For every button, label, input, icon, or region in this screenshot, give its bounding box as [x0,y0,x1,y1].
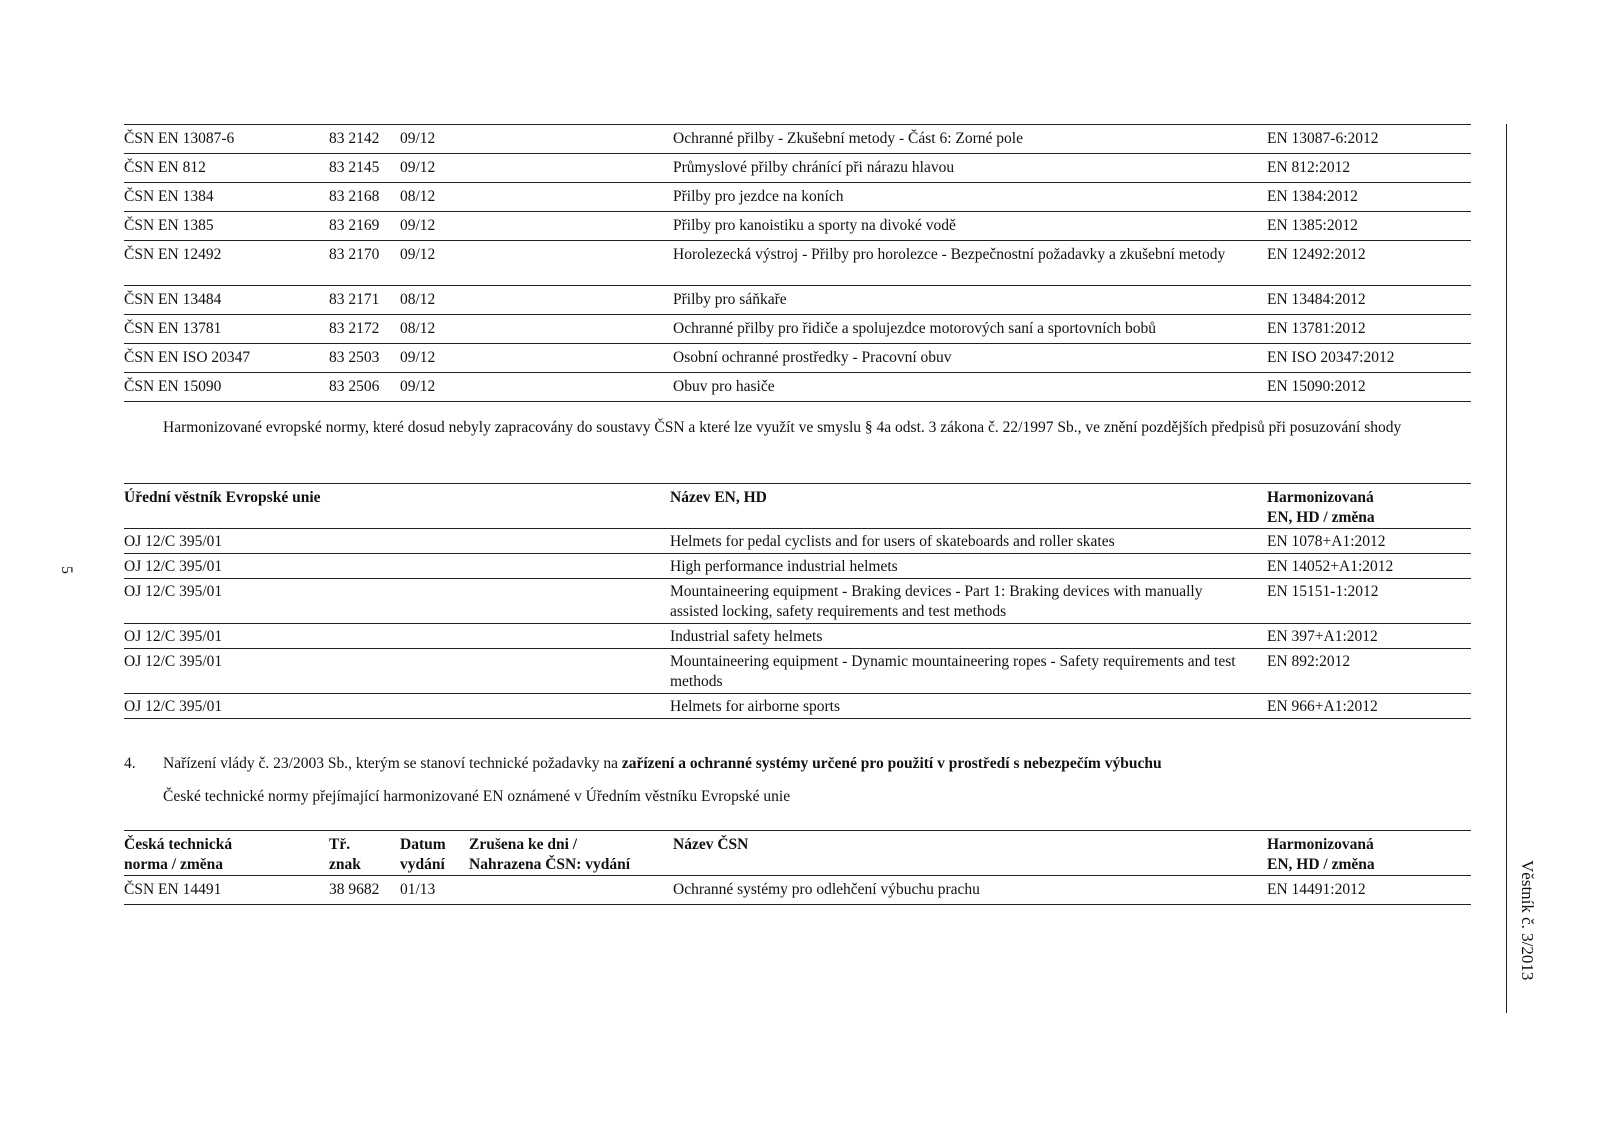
norm-cell: ČSN EN 12492 [124,246,222,263]
datum-cell: 09/12 [400,349,436,366]
table-header-row [124,484,1471,529]
header-harm-line2: EN, HD / změna [1267,509,1375,526]
datum-cell: 09/12 [400,246,436,263]
table-header-row [124,831,1471,876]
harm-cell: EN 892:2012 [1267,653,1351,670]
header-znak-line1: Tř. [329,836,351,853]
harm-cell: EN 15151-1:2012 [1267,583,1379,600]
norm-cell: ČSN EN 15090 [124,378,222,395]
harm-cell: EN 1078+A1:2012 [1267,533,1386,550]
znak-cell: 83 2171 [329,291,380,308]
norm-cell: ČSN EN 812 [124,159,206,176]
header-norm-line1: Česká technická [124,836,233,853]
section-heading-plain: Nařízení vlády č. 23/2003 Sb., kterým se stanoví technické požadavky na [163,755,622,772]
nazev-cell: Helmets for pedal cyclists and for users of skateboards and roller skates [670,533,1115,550]
harm-cell: EN ISO 20347:2012 [1267,349,1395,366]
znak-cell: 83 2506 [329,378,380,395]
harm-cell: EN 12492:2012 [1267,246,1366,263]
nazev-cell: Obuv pro hasiče [673,378,775,395]
datum-cell: 09/12 [400,130,436,147]
table-row [124,183,1471,212]
section-heading [163,754,1162,774]
datum-cell: 09/12 [400,378,436,395]
header-datum-line2: vydání [400,856,445,873]
header-nazev: Název ČSN [673,836,749,853]
header-vestnik: Úřední věstník Evropské unie [124,489,321,506]
harm-cell: EN 397+A1:2012 [1267,628,1378,645]
harm-cell: EN 966+A1:2012 [1267,698,1378,715]
harm-cell: EN 14491:2012 [1267,881,1366,898]
harm-cell: EN 13484:2012 [1267,291,1366,308]
table-row [124,694,1471,719]
nazev-cell: Helmets for airborne sports [670,698,841,715]
header-nazev: Název EN, HD [670,489,767,506]
section-subtitle: České technické normy přejímající harmonizované EN oznámené v Úředním věstníku Evropské unie [163,788,791,805]
harm-cell: EN 1384:2012 [1267,188,1358,205]
nazev-cell: Mountaineering equipment - Braking devices - Part 1: Braking devices with manually assisted locking, safety requirements and test methods [670,583,1203,620]
table3 [124,831,1471,905]
table-row [124,649,1471,694]
table-row [124,876,1471,905]
journal-label: Věstník č. 3/2013 [1518,860,1537,981]
header-harm-line1: Harmonizovaná [1267,489,1374,506]
harm-cell: EN 14052+A1:2012 [1267,558,1394,575]
norm-cell: ČSN EN 14491 [124,881,222,898]
nazev-cell: Industrial safety helmets [670,628,823,645]
harm-cell: EN 13087-6:2012 [1267,130,1379,147]
nazev-cell: Přilby pro jezdce na koních [673,188,844,205]
nazev-cell: Průmyslové přilby chránící při nárazu hlavou [673,159,955,176]
header-harm-line1: Harmonizovaná [1267,836,1374,853]
oj-cell: OJ 12/C 395/01 [124,653,223,670]
table-row [124,241,1471,286]
section-heading-bold: zařízení a ochranné systémy určené pro použití v prostředí s nebezpečím výbuchu [621,755,1162,772]
table-row [124,286,1471,315]
harm-cell: EN 812:2012 [1267,159,1351,176]
table-row [124,154,1471,183]
header-zrus-line1: Zrušena ke dni / [469,836,578,853]
table2 [124,484,1471,719]
norm-cell: ČSN EN 1385 [124,217,214,234]
table-row [124,579,1471,624]
header-datum-line1: Datum [400,836,446,853]
nazev-cell: Ochranné systémy pro odlehčení výbuchu prachu [673,881,980,898]
nazev-cell: Přilby pro kanoistiku a sporty na divoké vodě [673,217,956,234]
table-row [124,529,1471,554]
harm-cell: EN 1385:2012 [1267,217,1358,234]
datum-cell: 01/13 [400,881,436,898]
table1 [124,125,1471,402]
znak-cell: 83 2503 [329,349,380,366]
harm-cell: EN 13781:2012 [1267,320,1366,337]
znak-cell: 83 2170 [329,246,380,263]
harmonized-norms-paragraph: Harmonizované evropské normy, které dosud nebyly zapracovány do soustavy ČSN a které lze využít ve smyslu § 4a odst. 3 zákona č. 22/1997 Sb., ve znění pozdějších předpisů při posuzování shody [163,419,1402,436]
znak-cell: 83 2142 [329,130,380,147]
header-harm-line2: EN, HD / změna [1267,856,1375,873]
znak-cell: 83 2172 [329,320,380,337]
datum-cell: 08/12 [400,320,436,337]
znak-cell: 83 2168 [329,188,380,205]
oj-cell: OJ 12/C 395/01 [124,628,223,645]
nazev-cell: Horolezecká výstroj - Přilby pro horolezce - Bezpečnostní požadavky a zkušební metody [673,246,1226,263]
norm-cell: ČSN EN 13484 [124,291,222,308]
header-zrus-line2: Nahrazena ČSN: vydání [469,856,631,873]
norm-cell: ČSN EN 1384 [124,188,214,205]
oj-cell: OJ 12/C 395/01 [124,533,223,550]
table-row [124,315,1471,344]
nazev-cell: Ochranné přilby - Zkušební metody - Část 6: Zorné pole [673,130,1023,147]
oj-cell: OJ 12/C 395/01 [124,558,223,575]
table-row [124,373,1471,402]
margin-rule [1506,124,1507,1013]
norm-cell: ČSN EN ISO 20347 [124,349,251,366]
table-row [124,554,1471,579]
nazev-cell: Přilby pro sáňkaře [673,291,787,308]
datum-cell: 09/12 [400,159,436,176]
section-number: 4. [124,755,136,772]
header-znak-line2: znak [329,856,361,873]
nazev-cell: High performance industrial helmets [670,558,898,575]
znak-cell: 83 2145 [329,159,380,176]
datum-cell: 08/12 [400,291,436,308]
znak-cell: 38 9682 [329,881,380,898]
page-number: 5 [58,566,75,574]
table-row [124,212,1471,241]
table-row [124,125,1471,154]
norm-cell: ČSN EN 13781 [124,320,222,337]
header-norm-line2: norma / změna [124,856,224,873]
datum-cell: 08/12 [400,188,436,205]
datum-cell: 09/12 [400,217,436,234]
table-row [124,344,1471,373]
oj-cell: OJ 12/C 395/01 [124,583,223,600]
znak-cell: 83 2169 [329,217,380,234]
nazev-cell: Ochranné přilby pro řidiče a spolujezdce motorových saní a sportovních bobů [673,320,1156,337]
oj-cell: OJ 12/C 395/01 [124,698,223,715]
nazev-cell: Mountaineering equipment - Dynamic mountaineering ropes - Safety requirements and test methods [670,653,1236,690]
nazev-cell: Osobní ochranné prostředky - Pracovní obuv [673,349,952,366]
harm-cell: EN 15090:2012 [1267,378,1366,395]
norm-cell: ČSN EN 13087-6 [124,130,235,147]
table-row [124,624,1471,649]
